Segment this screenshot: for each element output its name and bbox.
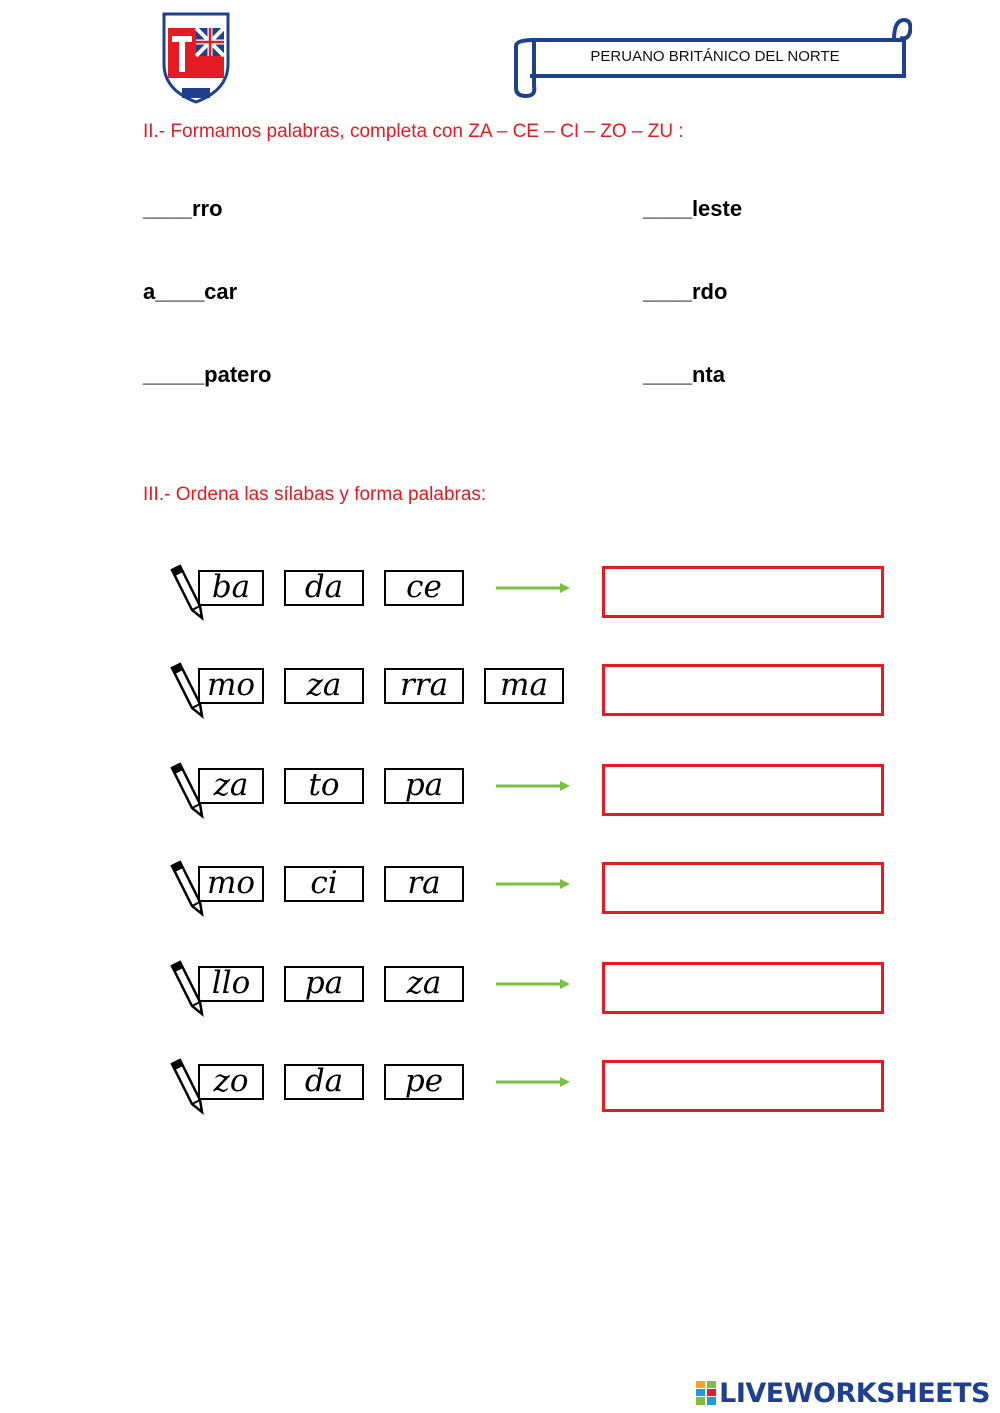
syllable-card: pe bbox=[384, 1064, 464, 1100]
section-3-title: III.- Ordena las sílabas y forma palabras: bbox=[143, 484, 487, 505]
fill-word-2[interactable]: ____leste bbox=[643, 196, 743, 221]
fill-word-4[interactable]: ____rdo bbox=[643, 279, 728, 304]
school-logo bbox=[160, 12, 232, 104]
syllable-card: ma bbox=[484, 668, 564, 704]
syllable-card: llo bbox=[198, 966, 264, 1002]
fill-word-5[interactable]: _____patero bbox=[143, 362, 272, 387]
answer-box[interactable] bbox=[602, 764, 884, 816]
syllable-card: da bbox=[284, 1064, 364, 1100]
syllable-card: rra bbox=[384, 668, 464, 704]
answer-box[interactable] bbox=[602, 962, 884, 1014]
fill-word-3[interactable]: a____car bbox=[143, 279, 238, 304]
liveworksheets-brand bbox=[695, 1377, 990, 1409]
syllable-card: za bbox=[384, 966, 464, 1002]
fill-word-1[interactable]: ____rro bbox=[143, 196, 223, 221]
syllable-card: da bbox=[284, 570, 364, 606]
answer-box[interactable] bbox=[602, 566, 884, 618]
arrow-right-icon bbox=[494, 581, 572, 595]
syllable-card: mo bbox=[198, 866, 264, 902]
syllable-card: za bbox=[284, 668, 364, 704]
syllable-card: to bbox=[284, 768, 364, 804]
section-2-title: II.- Formamos palabras, completa con ZA – CE – CI – ZO – ZU : bbox=[143, 121, 684, 142]
syllable-card: pa bbox=[284, 966, 364, 1002]
arrow-right-icon bbox=[494, 779, 572, 793]
arrow-right-icon bbox=[494, 1075, 572, 1089]
syllable-card: ra bbox=[384, 866, 464, 902]
school-name: PERUANO BRITÁNICO DEL NORTE bbox=[590, 48, 840, 65]
answer-box[interactable] bbox=[602, 862, 884, 914]
syllable-card: ce bbox=[384, 570, 464, 606]
syllable-card: mo bbox=[198, 668, 264, 704]
answer-box[interactable] bbox=[602, 664, 884, 716]
syllable-card: za bbox=[198, 768, 264, 804]
arrow-right-icon bbox=[494, 977, 572, 991]
arrow-right-icon bbox=[494, 877, 572, 891]
fill-word-6[interactable]: ____nta bbox=[643, 362, 725, 387]
syllable-card: ci bbox=[284, 866, 364, 902]
liveworksheets-text: LIVEWORKSHEETS bbox=[719, 1377, 990, 1409]
liveworksheets-logo-icon bbox=[695, 1380, 717, 1406]
answer-box[interactable] bbox=[602, 1060, 884, 1112]
syllable-card: zo bbox=[198, 1064, 264, 1100]
syllable-card: ba bbox=[198, 570, 264, 606]
syllable-card: pa bbox=[384, 768, 464, 804]
